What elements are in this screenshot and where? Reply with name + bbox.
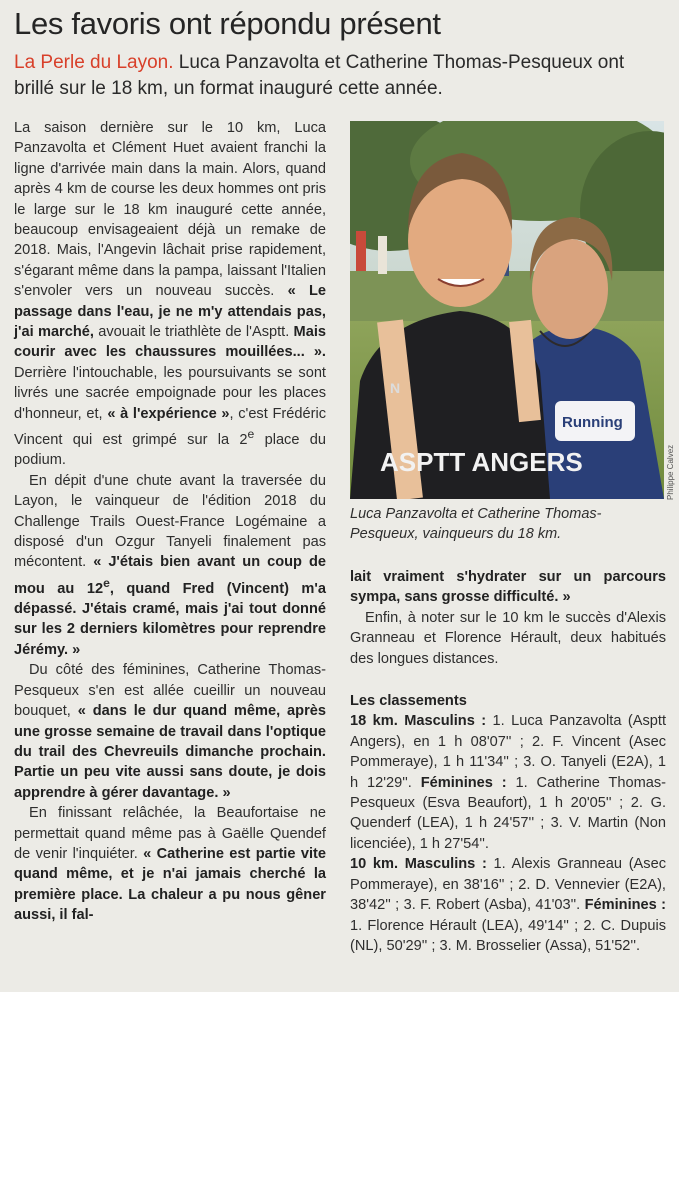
shirt-left-logo: N — [390, 380, 401, 396]
paragraph-2 — [14, 471, 326, 661]
right-column — [350, 567, 666, 956]
p4-quote-right: lait vraiment s'hydrater sur un parcours sympa, sans grosse difficulté. » — [350, 569, 666, 606]
p1-text: La saison dernière sur le 10 km, Luca Panzavolta et Clément Huet avaient franchi la ligne d'arrivée main dans la main. Alors, quand après 4 km de course les deux hommes ont pris le large sur le 18 km inauguré cette année, beaucoup envisageaient déjà un remake de 2018. Mais, l'Angevin lâchait prise rapidement, s'égarant même dans la pampa, laissant l'Italien s'envoler vers un nouveau succès. — [14, 120, 326, 300]
results-18km — [350, 711, 666, 854]
shirt-left-text: ASPTT ANGERS — [380, 447, 583, 477]
results-10km — [350, 854, 666, 956]
headline: Les favoris ont répondu présent — [14, 6, 441, 41]
paragraph-5: Enfin, à noter sur le 10 km le succès d'Alexis Granneau et Florence Hérault, deux habitués des longues distances. — [350, 609, 666, 667]
p1-end-3: place du podium. — [14, 431, 326, 469]
results-10km-women: 1. Florence Hérault (LEA), 49'14'' ; 2. C. Dupuis (NL), 50'29'' ; 3. M. Brosselier (Assa), 51'52''. — [350, 917, 666, 954]
results-10km-women-label: Féminines : — [584, 897, 666, 914]
lead-text: Luca Panzavolta et Catherine Thomas-Pesqueux ont brillé sur le 18 km, un format inauguré cette année. — [14, 52, 625, 99]
p1-sup: e — [247, 427, 255, 442]
paragraph-1 — [14, 118, 326, 471]
results-18km-women: 1. Catherine Thomas-Pesqueux (Esva Beaufort), 1 h 20'05'' ; 2. G. Quenderf (LEA), 1 h 24'57'' ; 3. V. Martin (Non licenciée), 1 h 27'54''. — [350, 774, 666, 852]
p1-mid: avouait le triathlète de l'Asptt. — [93, 324, 294, 341]
results-10km-label: 10 km. Masculins : — [350, 856, 487, 873]
results-18km-men: 1. Luca Panzavolta (Asptt Angers), en 1 h 08'07'' ; 2. F. Vincent (Asec Pommeraye), 1 h 11'34'' ; 3. O. Tanyeli (E2A), 1 h 12'29''. — [350, 713, 666, 791]
p1-quote-2: Mais courir avec les chaussures mouillées... ». — [14, 324, 326, 361]
kicker: La Perle du Layon. — [14, 52, 174, 73]
paragraph-4-continued — [350, 567, 666, 608]
p2-quote-b: , quand Fred (Vincent) m'a dépassé. J'étais cramé, mais j'ai tout donné sur les 2 derniers kilomètres pour reprendre Jérémy. » — [14, 580, 326, 658]
results-10km-men: 1. Alexis Granneau (Asec Pommeraye), en 38'16'' ; 2. D. Vennevier (E2A), 38'42'' ; 3. F. Robert (Asba), 41'03''. — [350, 856, 666, 914]
shirt-right-text: Running — [562, 414, 623, 431]
p4-quote-left: « Catherine est partie vite quand même, et je n'ai jamais cherché la première place. La chaleur a pu nous gêner aussi, il fal- — [14, 845, 326, 924]
p2-text: En dépit d'une chute avant la traversée du Layon, le vainqueur de l'édition 2018 du Challenge Trails Ouest-France Logémaine a disposé d'un Ozgur Tanyeli finalement pas mécontent. — [14, 472, 326, 571]
p3-quote: « dans le dur quand même, après une grosse semaine de travail dans l'optique du trail des Chevreuils dimanche prochain. Partie un peu vite aussi sans doute, je dois apprendre à gérer davantage. » — [14, 703, 326, 801]
paragraph-3 — [14, 660, 326, 803]
p2-quote-a: « J'étais bien avant un coup de mou au 12 — [14, 554, 326, 597]
p1-quote-3: « à l'expérience » — [107, 405, 230, 422]
p4-text: En finissant relâchée, la Beaufortaise ne permettait quand même pas à Gaëlle Quendef de venir l'inquiéter. — [14, 805, 326, 862]
results-title: Les classements — [350, 693, 467, 710]
paragraph-4 — [14, 803, 326, 925]
p1-end-2: , c'est Frédéric Vincent qui est grimpé sur la 2 — [14, 405, 326, 448]
p3-text: Du côté des féminines, Catherine Thomas-Pesqueux s'en est allée cueillir un nouveau bouquet, — [14, 662, 326, 720]
results-18km-label: 18 km. Masculins : — [350, 713, 487, 730]
runners-photo — [350, 121, 664, 499]
p1-quote-1: « Le passage dans l'eau, je ne m'y attendais pas, j'ai marché, — [14, 283, 326, 341]
left-column — [14, 118, 326, 926]
photo-caption: Luca Panzavolta et Catherine Thomas-Pesqueux, vainqueurs du 18 km. — [350, 506, 602, 542]
photo-credit: Philippe Calvez — [666, 444, 675, 500]
p1-end-1: Derrière l'intouchable, les poursuivants se sont livrés une sacrée empoignade pour les places d'honneur, et, — [14, 364, 326, 422]
lead-paragraph — [14, 50, 669, 102]
p2-sup: e — [103, 575, 110, 590]
results-18km-women-label: Féminines : — [420, 774, 507, 791]
